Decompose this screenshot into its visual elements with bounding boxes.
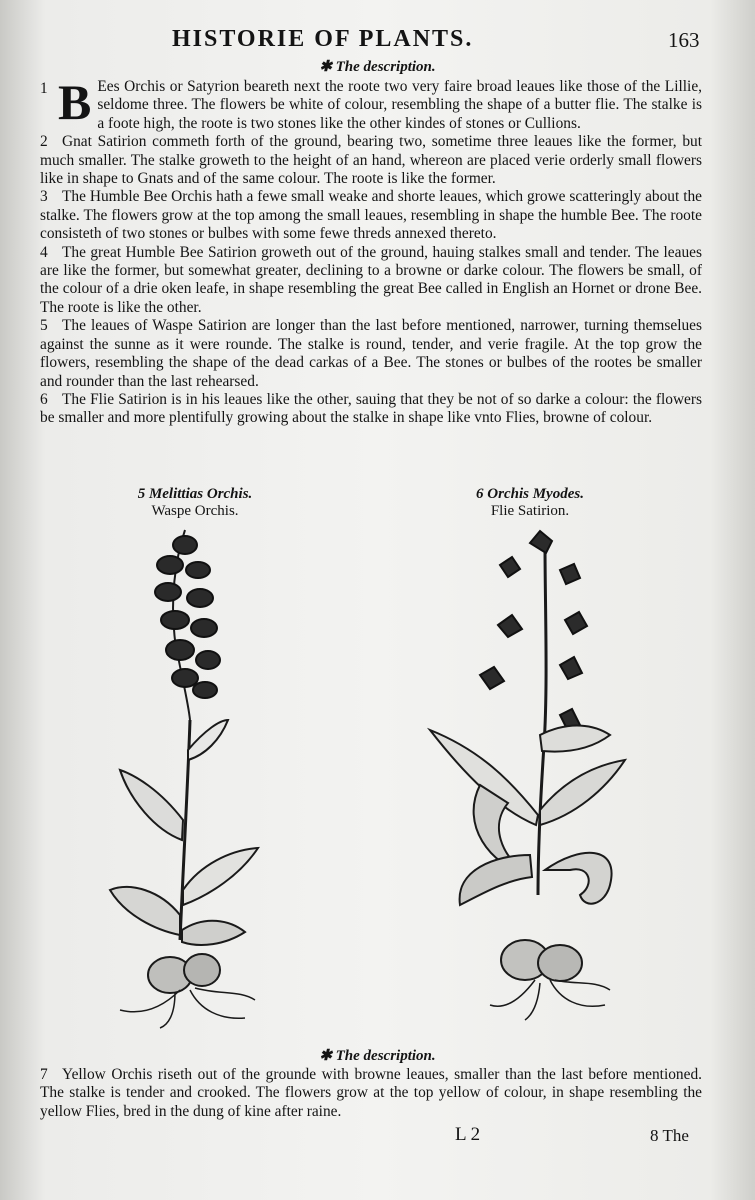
flie-satirion-illustration <box>420 525 720 1025</box>
paragraph-2-number: 2 <box>40 133 48 151</box>
paragraph-2 <box>40 133 702 188</box>
figure-caption-flie <box>430 486 630 520</box>
paragraph-7 <box>40 1066 702 1121</box>
figure-latin-name: 5 Melittias Orchis. <box>137 486 253 502</box>
signature-mark: L 2 <box>455 1124 481 1145</box>
section-heading-bottom: ✱ The description. <box>319 1048 436 1064</box>
paragraph-2-text: Gnat Satirion commeth forth of the ground, bearing two, sometime three leaues like the former, but much smaller. The stalke groweth to the height of an hand, whereon are placed verie orderly small flowers like in shape to Gnats and of the same colour. The roote is like the former. <box>40 133 702 188</box>
bottom-description-text <box>40 1066 702 1121</box>
paragraph-1-text: Ees Orchis or Satyrion beareth next the roote two very faire broad leaues like those of the Lillie, seldome three. The flowers be white of colour, resembling the shape of a butter flie. The stalke is a foote high, the roote is two stones like the other kindes of stones or Cullions. <box>97 78 702 132</box>
page-number: 163 <box>668 28 700 52</box>
figure-latin-name: 6 Orchis Myodes. <box>476 486 584 502</box>
paragraph-5 <box>40 317 702 391</box>
paragraph-6 <box>40 391 702 428</box>
drop-cap: B <box>58 74 92 130</box>
paragraph-6-number: 6 <box>40 390 48 408</box>
waspe-orchis-illustration <box>80 520 280 1030</box>
paragraph-4-number: 4 <box>40 243 48 261</box>
section-heading-top: ✱ The description. <box>319 59 436 75</box>
figure-caption-waspe <box>95 486 295 520</box>
paragraph-5-text: The leaues of Waspe Satirion are longer than the last before mentioned, narrower, turning themselues against the sunne as it were rounde. The stalke is round, tender, and verie fragile. At the top grow the flowers, resembling the shape of the dead carkas of a Bee. The stones or bulbes of the rootes be smaller and rounder than the last rehearsed. <box>40 317 702 390</box>
top-description-text <box>40 74 702 428</box>
paragraph-3-text: The Humble Bee Orchis hath a fewe small weake and shorte leaues, which growe scatteringly about the stalke. The flowers grow at the top among the small leaues, resembling in shape the humble Bee. The roote consisteth of two stones or bulbes with some fewe threds annexed thereto. <box>40 188 702 243</box>
paragraph-4 <box>40 244 702 318</box>
running-title: HISTORIE OF PLANTS. <box>172 26 474 52</box>
paragraph-3 <box>40 188 702 243</box>
catchword: 8 The <box>650 1126 689 1145</box>
paragraph-4-text: The great Humble Bee Satirion groweth out of the ground, hauing stalkes small and tender. The leaues are like the former, but somewhat greater, declining to a browne or darke colour. The flowers be small, of the colour of a drie oken leafe, in shape resembling the great Bee called in English an Hornet or drone Bee. The roote is like the other. <box>40 243 702 316</box>
paragraph-5-number: 5 <box>40 317 48 335</box>
paragraph-7-text: Yellow Orchis riseth out of the grounde with browne leaues, smaller than the last before mentioned. The stalke is tender and crooked. The flowers grow at the top yellow of colour, in shape resembling the yellow Flies, bred in the dung of kine after raine. <box>40 1066 702 1120</box>
page-header <box>0 22 755 58</box>
figure-english-name: Waspe Orchis. <box>151 503 239 519</box>
paragraph-6-text: The Flie Satirion is in his leaues like the other, sauing that they be not of so darke a colour: the flowers be smaller and more plentifully growing about the stalke in shape like vnto Flies, browne of colour. <box>40 390 702 427</box>
paragraph-1 <box>40 74 702 133</box>
paragraph-7-number: 7 <box>40 1066 48 1083</box>
paragraph-1-number: 1 <box>40 80 48 97</box>
paragraph-3-number: 3 <box>40 188 48 206</box>
figure-english-name: Flie Satirion. <box>490 503 570 519</box>
